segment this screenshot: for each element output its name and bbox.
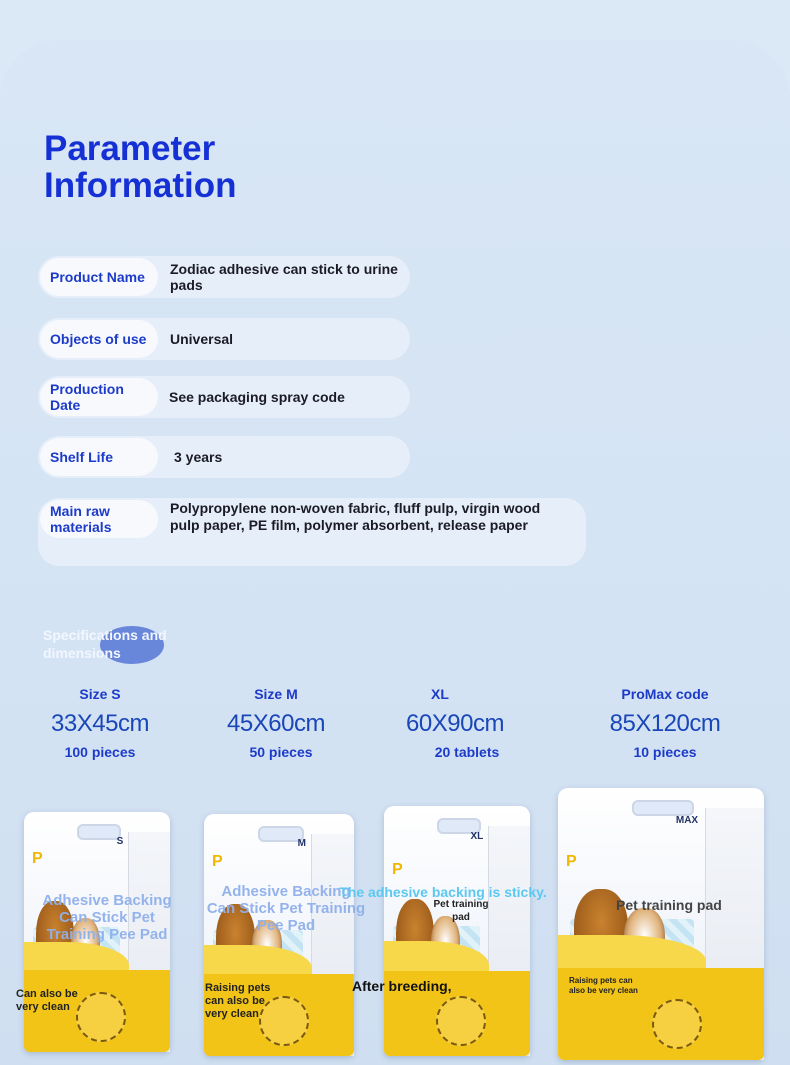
package-xl-overlay-text: Pet training pad [433, 899, 489, 923]
spec-heading-badge [40, 624, 167, 668]
param-key: Objects of use [40, 320, 158, 358]
size-name: ProMax code [621, 686, 709, 702]
size-name: XL [431, 686, 449, 702]
param-row-product-name [38, 256, 410, 298]
size-tag: S [116, 836, 124, 847]
size-count: 10 pieces [633, 744, 697, 760]
package-xl-note: After breeding, [352, 978, 452, 994]
package-m-overlay-text: Adhesive Backing Can Stick Pet Training Pee Pad [206, 883, 366, 934]
size-column-promax [600, 686, 730, 760]
param-key: Production Date [40, 378, 158, 416]
pad-icon [436, 996, 486, 1046]
package-s-note: Can also be very clean [16, 988, 78, 1013]
param-key: Product Name [40, 258, 158, 296]
title-line-1: Parameter [44, 129, 216, 168]
size-dimensions: 60X90cm [406, 710, 504, 737]
pad-icon [652, 999, 702, 1049]
title-line-2: Information [44, 166, 237, 205]
param-value: See packaging spray code [169, 389, 345, 405]
size-count: 50 pieces [249, 744, 313, 760]
size-tag: XL [470, 831, 484, 842]
size-count: 100 pieces [64, 744, 136, 760]
size-name: Size S [79, 686, 121, 702]
package-max [558, 788, 764, 1060]
package-s-overlay-text: Adhesive Backing Can Stick Pet Training Pee Pad [42, 892, 172, 943]
param-value: Polypropylene non-woven fabric, fluff pulp, virgin wood pulp paper, PE film, polymer absorbent, release paper [170, 500, 541, 533]
size-column-xl [400, 686, 510, 760]
param-key: Shelf Life [40, 438, 158, 476]
size-dimensions: 33X45cm [51, 710, 149, 737]
param-key: Main raw materials [40, 500, 158, 538]
sticky-backing-text: The adhesive backing is sticky. [339, 884, 547, 900]
size-name: Size M [254, 686, 298, 702]
brand-logo: P [212, 852, 223, 870]
size-tag: MAX [675, 815, 699, 827]
package-max-overlay-text: Pet training pad [616, 897, 722, 913]
param-value: Zodiac adhesive can stick to urine pads [170, 261, 398, 293]
page-title [44, 130, 236, 204]
package-max-note: Raising pets can also be very clean [569, 976, 638, 995]
spec-heading: Specifications and dimensions [43, 627, 167, 661]
param-value: Universal [170, 331, 234, 347]
size-count: 20 tablets [434, 744, 500, 760]
param-value: 3 years [174, 449, 223, 465]
param-row-main-raw-materials [38, 498, 586, 566]
size-tag: M [297, 838, 306, 850]
size-column-m [220, 686, 332, 760]
brand-logo: P [566, 853, 577, 871]
param-row-shelf-life [38, 436, 410, 478]
brand-logo: P [392, 861, 403, 878]
package-handle [77, 824, 122, 840]
param-row-objects-of-use [38, 318, 410, 360]
brand-logo: P [32, 850, 43, 868]
size-dimensions: 45X60cm [227, 710, 325, 737]
size-column-s [48, 686, 152, 760]
size-dimensions: 85X120cm [609, 710, 721, 737]
package-handle [632, 800, 694, 816]
package-xl [384, 806, 530, 1056]
package-m-note: Raising pets can also be very clean [205, 982, 271, 1020]
param-row-production-date [38, 376, 410, 418]
